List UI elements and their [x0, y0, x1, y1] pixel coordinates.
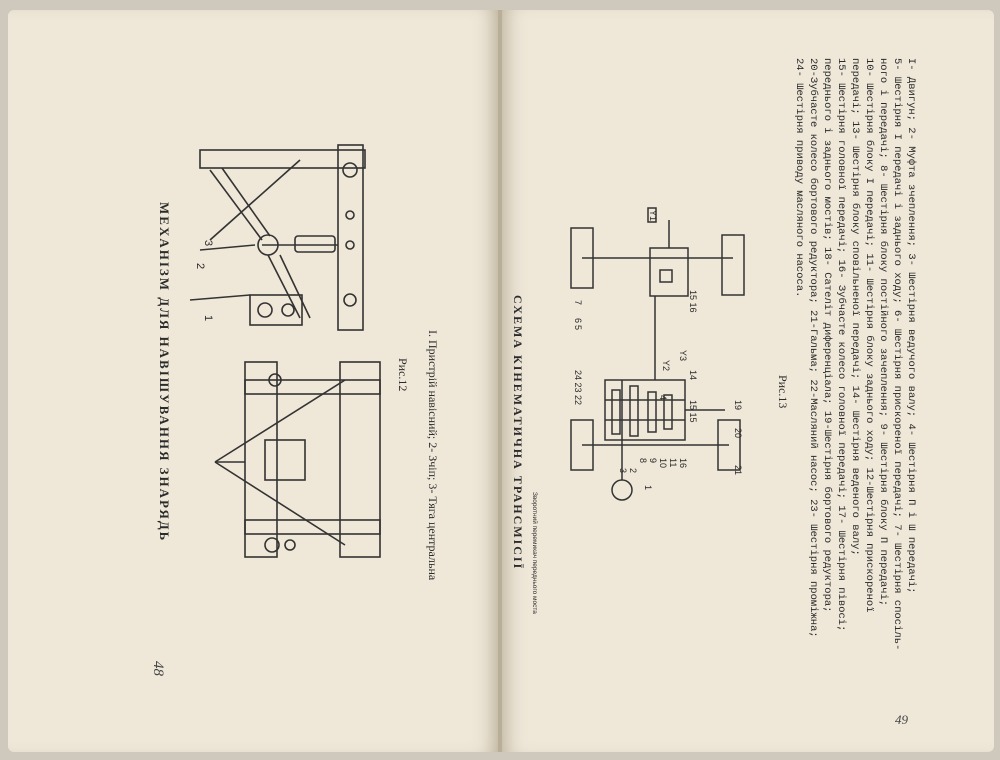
callout-Y1: Y1 [648, 210, 658, 222]
callout-2: 2 [194, 263, 206, 270]
callout-3: 3 [202, 240, 214, 247]
callout-1: 1 [202, 315, 214, 322]
callout-10: 10 [658, 458, 668, 469]
callout-8: 8 [638, 458, 648, 464]
callout-4: 4 [658, 395, 668, 401]
right-page [500, 10, 994, 752]
callout-Y2: Y2 [661, 360, 671, 372]
legend-line-9: 24- Шестірня приводу масляного насоса. [793, 58, 805, 298]
callout-3: 3 [618, 468, 628, 474]
callout-2: 2 [628, 468, 638, 474]
book-spine [498, 10, 502, 752]
figure-13-label: Рис.13 [776, 375, 790, 409]
callout-15: 15 15 [688, 400, 698, 423]
callout-5: 5 [573, 325, 583, 331]
callout-6: 6 [573, 318, 583, 324]
callout-24: 24 23 22 [573, 370, 583, 406]
callout-7: 7 [573, 300, 583, 306]
right-page-title: СХЕМА КІНЕМАТИЧНА ТРАНСМІСІЇ [511, 295, 525, 571]
left-page-number: 48 [150, 661, 166, 676]
legend-line-5: передачі; 13- Шестірня блоку сповільненої передачі; 14- Шестірня веденого валу; [849, 58, 861, 556]
callout-1: 1 [643, 485, 653, 491]
callout-Y3: Y3 [678, 350, 688, 362]
right-page-number: 49 [895, 712, 908, 727]
legend-line-6: 15- Шестірня головної передачі; 16- Зубчасте колесо головної передачі; 17- Шестірня півосі; [835, 58, 847, 632]
legend-line-1: I- Двигун; 2- Муфта зчеплення; 3- Шестірня ведучого валу; 4- Шестірня П і Ш передачі; [905, 58, 917, 594]
callout-16b: 15 16 [688, 290, 698, 313]
left-page-title: МЕХАНІЗМ ДЛЯ НАВІШУВАННЯ ЗНАРЯДЬ [157, 202, 172, 543]
callout-21: 21 [733, 465, 743, 476]
callout-16a: 16 [678, 458, 688, 469]
figure-12-label: Рис.12 [396, 358, 410, 392]
side-note: Зворотний перемикач переднього моста [531, 492, 538, 614]
callout-14: 14 [688, 370, 698, 381]
legend-line-8: 20-Зубчасте колесо бортового редуктора; 21-Гальма; 22-Масляний насос; 23- Шестірня проміжна; [807, 58, 819, 638]
legend-line-7: переднього і заднього мостів; 18- Сателіт диференціала; 19-Шестірня бортового редуктора; [821, 58, 833, 613]
legend-line-2: 5- Шестірня I передачі і заднього ходу; 6- Шестірня прискореної передачі; 7- Шестірня спосіль- [891, 58, 903, 651]
callout-9: 9 [648, 458, 658, 464]
legend-line-4: 10- Шестірня блоку I передачі; 11- Шестірня блоку заднього ходу; 12-Шестірня прискореної [863, 58, 875, 613]
callout-20: 20 [733, 428, 743, 439]
legend-line-3: ного і передачі; 8- Шестірня блоку постійного зачеплення; 9- Шестірня блоку П передачі; [877, 58, 889, 607]
callout-11: 11 [668, 458, 678, 468]
callout-19: 19 [733, 400, 743, 411]
figure-12-caption: I. Пристрій навісний; 2- Зчіп; 3- Тяга центральна [426, 330, 440, 581]
